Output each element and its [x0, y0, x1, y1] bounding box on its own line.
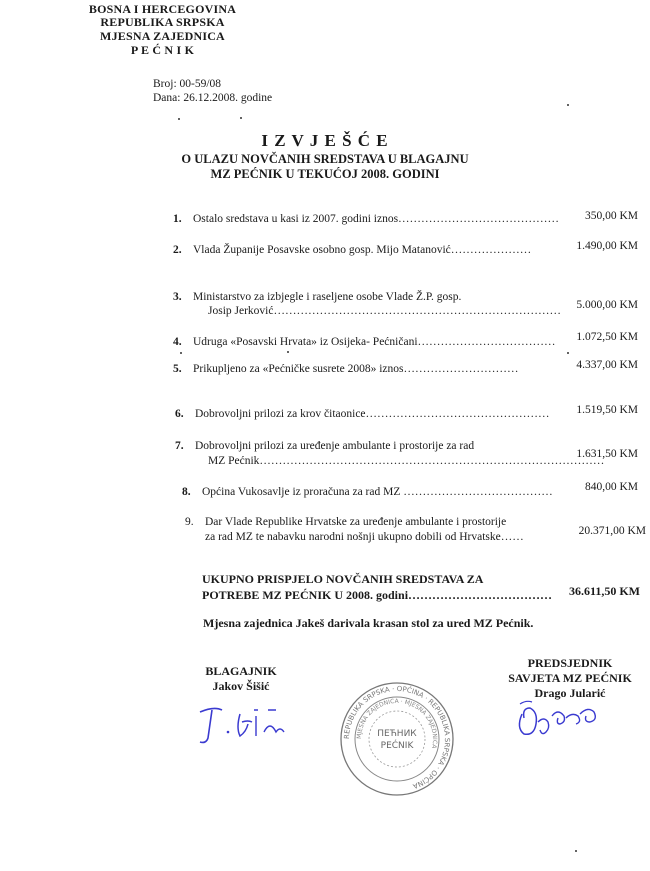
- stamp-center-latin: PEĆNIK: [380, 741, 414, 751]
- document-date: Dana: 26.12.2008. godine: [153, 92, 273, 104]
- right-handwritten-signature: [512, 694, 608, 744]
- list-item-9: [185, 516, 506, 528]
- item-text: Ministarstvo za izbjegle i raseljene osobe Vlade Ž.P. gosp.: [193, 291, 462, 303]
- list-item-6: [175, 408, 550, 420]
- item-number: 2.: [173, 244, 182, 256]
- list-item-4: [173, 336, 556, 348]
- header-line-4: P E Ć N I K: [130, 43, 195, 57]
- left-signature-title: BLAGAJNIK: [205, 664, 277, 678]
- item-number: 1.: [173, 213, 182, 225]
- item-number: 6.: [175, 408, 184, 420]
- item-text: Vlada Županije Posavske osobno gosp. Mijo Matanović…………………: [193, 244, 532, 256]
- list-item-1: [173, 213, 559, 225]
- total-amount: 36.611,50 KM: [569, 584, 640, 598]
- item-text: Općina Vukosavlje iz proračuna za rad MZ …………………………………: [202, 486, 553, 498]
- item-amount-4: 1.072,50 KM: [576, 331, 638, 343]
- item-amount-5: 4.337,00 KM: [576, 359, 638, 371]
- list-item-3-continued: Josip Jerković…………………………………………………………………: [208, 305, 561, 317]
- total-line-2: POTREBE MZ PEĆNIK U 2008. godini………………………………: [202, 588, 553, 602]
- item-text: Udruga «Posavski Hrvata» iz Osijeka- Pećničani………………………………: [193, 336, 556, 348]
- item-number: 3.: [173, 291, 182, 303]
- list-item-9-continued: za rad MZ te nabavku narodni nošnji ukupno dobili od Hrvatske……: [205, 531, 524, 543]
- stamp-center-cyrillic: ПЕЋНИК: [377, 729, 417, 739]
- scan-speck: [567, 104, 569, 106]
- item-number: 5.: [173, 363, 182, 375]
- scan-speck: [567, 352, 569, 354]
- header-line-2: REPUBLIKA SRPSKA: [100, 15, 225, 29]
- item-text: Dobrovoljni prilozi za krov čitaonice…………………………………………: [195, 408, 550, 420]
- item-text: Dobrovoljni prilozi za uređenje ambulante i prostorije za rad: [195, 440, 475, 452]
- header-line-1: BOSNA I HERCEGOVINA: [88, 2, 237, 16]
- item-amount-1: 350,00 KM: [584, 210, 638, 222]
- item-amount-2: 1.490,00 KM: [576, 240, 638, 252]
- document-number: Broj: 00-59/08: [153, 78, 222, 90]
- item-text: Dar Vlade Republike Hrvatske za uređenje ambulante i prostorije: [205, 516, 507, 528]
- note: Mjesna zajednica Jakeš darivala krasan stol za ured MZ Pećnik.: [203, 616, 534, 630]
- item-amount-8: 840,00 KM: [584, 481, 638, 493]
- item-number: 9.: [185, 516, 194, 528]
- right-signature-title-2: SAVJETA MZ PEĆNIK: [508, 671, 632, 685]
- stamp-inner-ring-text: MJESNA ZAJEDNICA · MJESNA ZAJEDNICA: [355, 697, 439, 750]
- right-signature-name: Drago Jularić: [534, 686, 606, 700]
- scan-speck: [287, 351, 289, 353]
- scan-speck: [180, 352, 182, 354]
- list-item-3: [173, 291, 461, 303]
- item-amount-9: 20.371,00 KM: [578, 525, 646, 537]
- item-text: Prikupljeno za «Pećničke susrete 2008» iznos…………………………: [193, 363, 519, 375]
- item-number: 7.: [175, 440, 184, 452]
- header-line-3: MJESNA ZAJEDNICA: [100, 29, 225, 43]
- list-item-7: [175, 440, 474, 452]
- list-item-5: [173, 363, 518, 375]
- list-item-7-continued: MZ Pećnik………………………………………………………………………………: [208, 455, 605, 467]
- item-amount-6: 1.519,50 KM: [576, 404, 638, 416]
- list-item-8: [182, 486, 553, 498]
- item-text: Ostalo sredstava u kasi iz 2007. godini iznos……………………………………: [193, 213, 560, 225]
- scan-speck: [575, 850, 577, 852]
- right-signature-title-1: PREDSJEDNIK: [527, 656, 613, 670]
- item-amount-7: 1.631,50 KM: [576, 448, 638, 460]
- item-number: 4.: [173, 336, 182, 348]
- left-handwritten-signature: [196, 702, 306, 748]
- list-item-2: [173, 244, 531, 256]
- official-stamp: [338, 680, 456, 798]
- item-number: 8.: [182, 486, 191, 498]
- total-line-1: UKUPNO PRISPJELO NOVČANIH SREDSTAVA ZA: [202, 572, 484, 586]
- scan-speck: [178, 118, 180, 120]
- report-title: I Z V J E Š Ć E: [261, 131, 389, 150]
- item-amount-3: 5.000,00 KM: [576, 299, 638, 311]
- scan-speck: [240, 117, 242, 119]
- left-signature-name: Jakov Šišić: [212, 679, 270, 693]
- report-subtitle-1: O ULAZU NOVČANIH SREDSTAVA U BLAGAJNU: [181, 152, 469, 166]
- stamp-outer-ring-text: REPUBLIKA SRPSKA · OPĆINA · REPUBLIKA SRPSKA · OPĆINA: [342, 684, 452, 791]
- report-subtitle-2: MZ PEĆNIK U TEKUĆOJ 2008. GODINI: [210, 167, 440, 181]
